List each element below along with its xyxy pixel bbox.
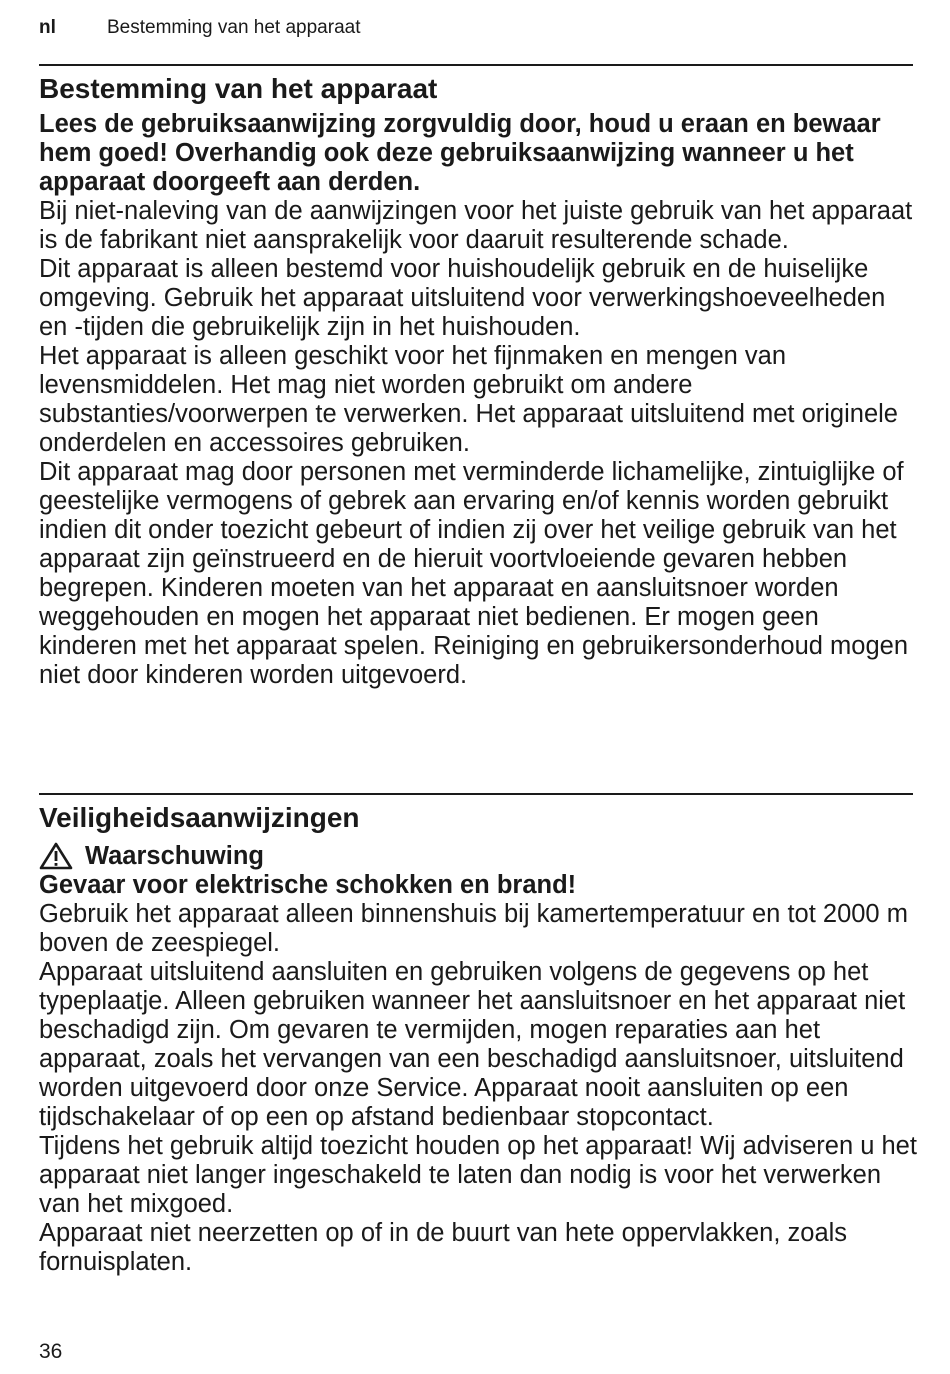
warning-heading [39,841,919,871]
section-divider-safety [39,793,913,795]
paragraph-food-processing: Het apparaat is alleen geschikt voor het fijnmaken en mengen van levensmiddelen. Het mag niet worden gebruikt om andere substanties/voorwerpen te verwerken. Het apparaat uitsluitend met originele onderdelen en accessoires gebruiken. [39,342,898,457]
warning-triangle-icon [39,842,73,870]
paragraph-household-use: Dit apparaat is alleen bestemd voor huishoudelijk gebruik en de huiselijke omgeving. Gebruik het apparaat uitsluitend voor verwerkingshoeveelheden en -tijden die gebruikelijk zijn in het huishouden. [39,255,886,341]
paragraph-supervision: Tijdens het gebruik altijd toezicht houden op het apparaat! Wij adviseren u het apparaat niet langer ingeschakeld te laten dan nodig is voor het verwerken van het mixgoed. [39,1132,917,1218]
page-header [39,14,913,42]
running-title: Bestemming van het apparaat [107,17,361,38]
hazard-heading: Gevaar voor elektrische schokken en brand! [39,871,577,899]
intro-lead: Lees de gebruiksaanwijzing zorgvuldig door, houd u eraan en bewaar hem goed! Overhandig ook deze gebruiksaanwijzing wanneer u het apparaat doorgeeft aan derden. [39,110,881,196]
paragraph-liability: Bij niet-naleving van de aanwijzingen voor het juiste gebruik van het apparaat is de fabrikant niet aansprakelijk voor daaruit resulterende schade. [39,197,913,254]
paragraph-persons-children: Dit apparaat mag door personen met verminderde lichamelijke, zintuiglijke of geestelijke vermogens of gebrek aan ervaring en/of kennis worden gebruikt indien dit onder toezicht gebeurt of indien zij over het veilige gebruik van het apparaat zijn geïnstrueerd en de hieruit voortvloeiende gevaren hebben begrepen. Kinderen moeten van het apparaat en aansluitsnoer worden weggehouden en mogen het apparaat niet bedienen. Er mogen geen kinderen met het apparaat spelen. Reiniging en gebruikersonderhoud mogen niet door kinderen worden uitgevoerd. [39,458,909,689]
language-code: nl [39,17,56,38]
paragraph-indoor-use: Gebruik het apparaat alleen binnenshuis bij kamertemperatuur en tot 2000 m boven de zeespiegel. [39,900,908,957]
warning-label: Waarschuwing [85,842,264,870]
section-intended-use [39,72,919,690]
section-title-intended-use: Bestemming van het apparaat [39,73,438,104]
paragraph-hot-surfaces: Apparaat niet neerzetten op of in de buurt van hete oppervlakken, zoals fornuisplaten. [39,1219,848,1276]
section-title-safety: Veiligheidsaanwijzingen [39,802,360,833]
section-divider-top [39,64,913,66]
page-number: 36 [39,1340,63,1363]
paragraph-connection: Apparaat uitsluitend aansluiten en gebruiken volgens de gegevens op het typeplaatje. Alleen gebruiken wanneer het aansluitsnoer en het apparaat niet beschadigd zijn. Om gevaren te vermijden, mogen reparaties aan het apparaat, zoals het vervangen van een beschadigd aansluitsnoer, uitsluitend worden uitgevoerd door onze Service. Apparaat nooit aansluiten op een tijdschakelaar of op een op afstand bedienbaar stopcontact. [39,958,906,1131]
section-safety [39,801,919,1277]
